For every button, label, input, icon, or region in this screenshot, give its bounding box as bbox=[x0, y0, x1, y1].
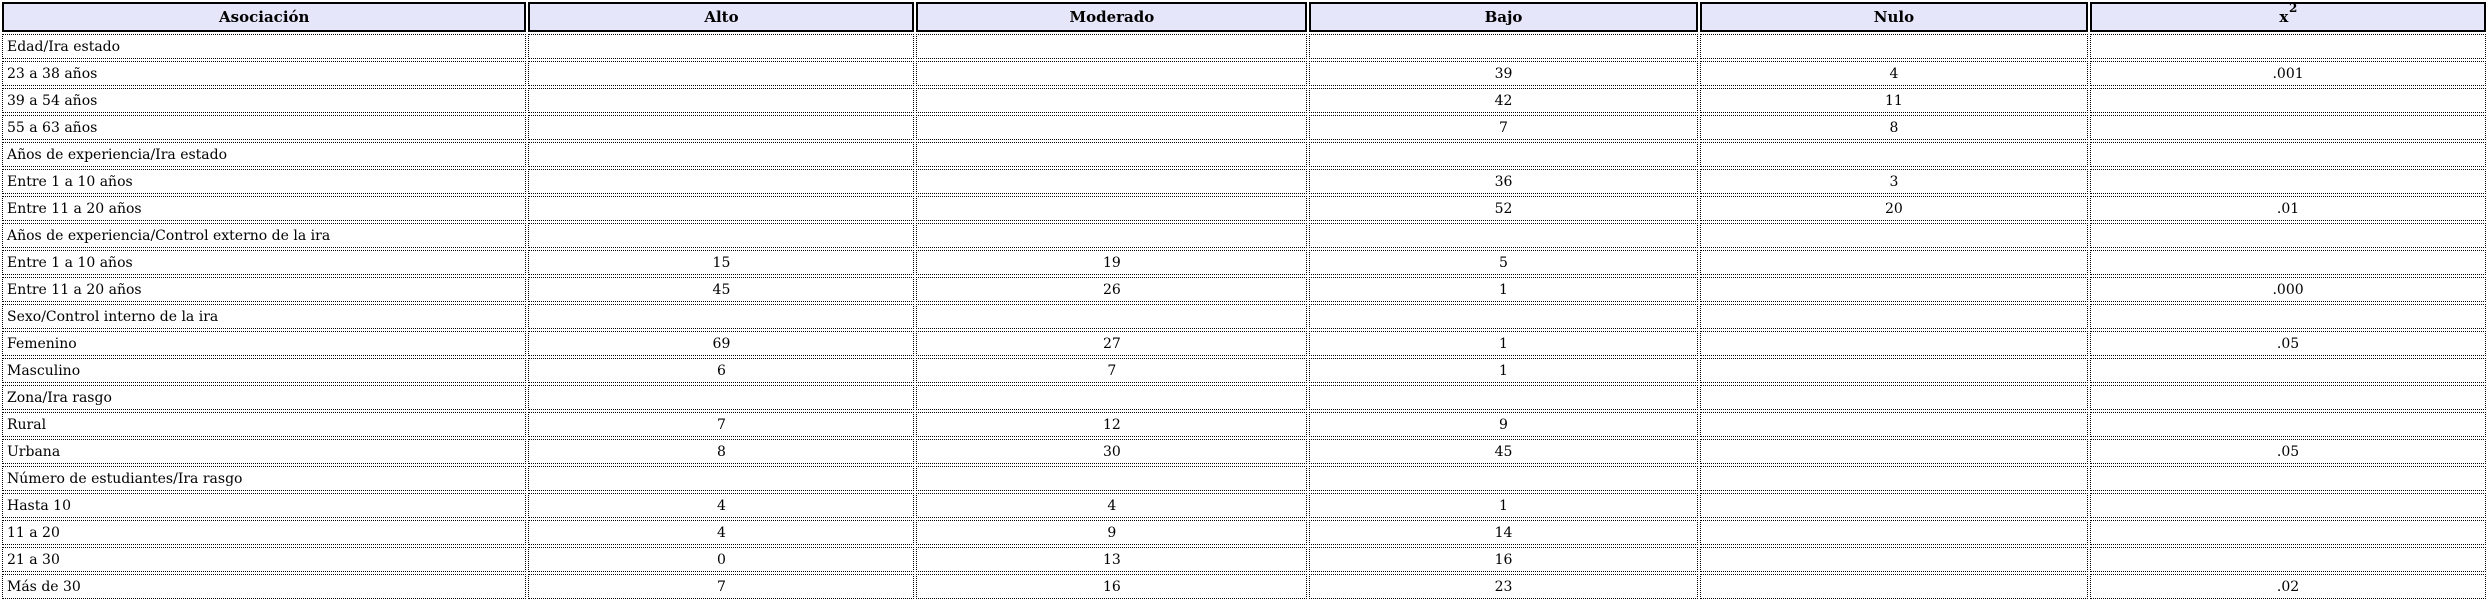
value-cell bbox=[2090, 142, 2486, 167]
value-cell bbox=[2090, 412, 2486, 437]
value-cell: 4 bbox=[528, 493, 914, 518]
table-body bbox=[2, 34, 2486, 599]
row-label-cell: Entre 11 a 20 años bbox=[2, 277, 526, 302]
value-cell: 11 bbox=[1700, 88, 2088, 113]
column-header-alto: Alto bbox=[528, 2, 914, 32]
chi-squared-exponent: 2 bbox=[2288, 0, 2298, 15]
table-row bbox=[2, 196, 2486, 221]
value-cell bbox=[1309, 223, 1697, 248]
row-label-cell: 21 a 30 bbox=[2, 547, 526, 572]
table-row bbox=[2, 34, 2486, 59]
row-label-cell: 39 a 54 años bbox=[2, 88, 526, 113]
value-cell: 7 bbox=[528, 412, 914, 437]
value-cell: 7 bbox=[916, 358, 1307, 383]
value-cell bbox=[2090, 547, 2486, 572]
column-header-nulo: Nulo bbox=[1700, 2, 2088, 32]
row-label-cell: 23 a 38 años bbox=[2, 61, 526, 86]
table-row bbox=[2, 88, 2486, 113]
value-cell: 45 bbox=[528, 277, 914, 302]
value-cell bbox=[1700, 304, 2088, 329]
value-cell: 1 bbox=[1309, 277, 1697, 302]
value-cell bbox=[528, 142, 914, 167]
header-row bbox=[2, 2, 2486, 32]
row-label-cell: Zona/Ira rasgo bbox=[2, 385, 526, 410]
row-label-cell: Número de estudiantes/Ira rasgo bbox=[2, 466, 526, 491]
row-label-cell: Hasta 10 bbox=[2, 493, 526, 518]
value-cell: 4 bbox=[1700, 61, 2088, 86]
value-cell bbox=[1700, 466, 2088, 491]
value-cell bbox=[1700, 34, 2088, 59]
value-cell bbox=[1700, 574, 2088, 599]
table-row bbox=[2, 223, 2486, 248]
value-cell bbox=[528, 88, 914, 113]
value-cell: .001 bbox=[2090, 61, 2486, 86]
value-cell: 26 bbox=[916, 277, 1307, 302]
value-cell: 1 bbox=[1309, 331, 1697, 356]
value-cell: 15 bbox=[528, 250, 914, 275]
value-cell: .000 bbox=[2090, 277, 2486, 302]
value-cell bbox=[2090, 385, 2486, 410]
value-cell bbox=[1700, 277, 2088, 302]
value-cell: .01 bbox=[2090, 196, 2486, 221]
value-cell bbox=[528, 115, 914, 140]
value-cell bbox=[2090, 250, 2486, 275]
value-cell: 45 bbox=[1309, 439, 1697, 464]
value-cell bbox=[528, 34, 914, 59]
value-cell: 0 bbox=[528, 547, 914, 572]
value-cell bbox=[2090, 520, 2486, 545]
value-cell: 27 bbox=[916, 331, 1307, 356]
table-row bbox=[2, 277, 2486, 302]
value-cell bbox=[916, 304, 1307, 329]
value-cell bbox=[2090, 358, 2486, 383]
value-cell bbox=[528, 196, 914, 221]
value-cell bbox=[1309, 34, 1697, 59]
value-cell bbox=[1700, 223, 2088, 248]
row-label-cell: Años de experiencia/Ira estado bbox=[2, 142, 526, 167]
value-cell bbox=[1700, 493, 2088, 518]
table-row bbox=[2, 250, 2486, 275]
value-cell: 7 bbox=[528, 574, 914, 599]
row-label-cell: Masculino bbox=[2, 358, 526, 383]
value-cell bbox=[2090, 466, 2486, 491]
row-label-cell: 55 a 63 años bbox=[2, 115, 526, 140]
value-cell bbox=[916, 196, 1307, 221]
row-label-cell: Más de 30 bbox=[2, 574, 526, 599]
row-label-cell: Entre 1 a 10 años bbox=[2, 169, 526, 194]
value-cell bbox=[1700, 412, 2088, 437]
table-row bbox=[2, 61, 2486, 86]
table-row bbox=[2, 412, 2486, 437]
row-label-cell: 11 a 20 bbox=[2, 520, 526, 545]
value-cell: 23 bbox=[1309, 574, 1697, 599]
value-cell bbox=[2090, 34, 2486, 59]
table-row bbox=[2, 331, 2486, 356]
value-cell bbox=[528, 304, 914, 329]
table-header bbox=[2, 2, 2486, 32]
value-cell: 3 bbox=[1700, 169, 2088, 194]
row-label-cell: Edad/Ira estado bbox=[2, 34, 526, 59]
value-cell bbox=[1309, 385, 1697, 410]
value-cell bbox=[1700, 250, 2088, 275]
value-cell: 16 bbox=[1309, 547, 1697, 572]
value-cell bbox=[1309, 466, 1697, 491]
value-cell bbox=[1309, 142, 1697, 167]
value-cell: 9 bbox=[916, 520, 1307, 545]
value-cell bbox=[528, 466, 914, 491]
value-cell: 5 bbox=[1309, 250, 1697, 275]
value-cell: 16 bbox=[916, 574, 1307, 599]
table-row bbox=[2, 439, 2486, 464]
table-row bbox=[2, 520, 2486, 545]
row-label-cell: Años de experiencia/Control externo de la ira bbox=[2, 223, 526, 248]
value-cell bbox=[2090, 88, 2486, 113]
value-cell: 7 bbox=[1309, 115, 1697, 140]
value-cell bbox=[916, 385, 1307, 410]
column-header-asociacion: Asociación bbox=[2, 2, 526, 32]
column-header-chi-squared bbox=[2090, 2, 2486, 32]
value-cell bbox=[1700, 547, 2088, 572]
table-row bbox=[2, 574, 2486, 599]
column-header-bajo: Bajo bbox=[1309, 2, 1697, 32]
value-cell bbox=[916, 61, 1307, 86]
value-cell: 8 bbox=[1700, 115, 2088, 140]
value-cell: 14 bbox=[1309, 520, 1697, 545]
value-cell: 30 bbox=[916, 439, 1307, 464]
value-cell: .05 bbox=[2090, 331, 2486, 356]
value-cell bbox=[916, 223, 1307, 248]
value-cell: .02 bbox=[2090, 574, 2486, 599]
value-cell: 6 bbox=[528, 358, 914, 383]
value-cell bbox=[2090, 115, 2486, 140]
row-label-cell: Entre 1 a 10 años bbox=[2, 250, 526, 275]
table-row bbox=[2, 493, 2486, 518]
table-row bbox=[2, 385, 2486, 410]
table-row bbox=[2, 142, 2486, 167]
row-label-cell: Femenino bbox=[2, 331, 526, 356]
row-label-cell: Entre 11 a 20 años bbox=[2, 196, 526, 221]
table-row bbox=[2, 547, 2486, 572]
value-cell bbox=[1700, 358, 2088, 383]
chi-squared-base: x bbox=[2279, 8, 2289, 26]
value-cell: 8 bbox=[528, 439, 914, 464]
value-cell: 19 bbox=[916, 250, 1307, 275]
value-cell bbox=[1309, 304, 1697, 329]
value-cell: 69 bbox=[528, 331, 914, 356]
value-cell: 4 bbox=[916, 493, 1307, 518]
value-cell: .05 bbox=[2090, 439, 2486, 464]
value-cell bbox=[528, 385, 914, 410]
row-label-cell: Sexo/Control interno de la ira bbox=[2, 304, 526, 329]
value-cell: 12 bbox=[916, 412, 1307, 437]
value-cell bbox=[528, 61, 914, 86]
value-cell bbox=[1700, 520, 2088, 545]
value-cell bbox=[916, 142, 1307, 167]
value-cell bbox=[916, 466, 1307, 491]
value-cell: 36 bbox=[1309, 169, 1697, 194]
value-cell: 13 bbox=[916, 547, 1307, 572]
value-cell: 52 bbox=[1309, 196, 1697, 221]
value-cell bbox=[2090, 223, 2486, 248]
value-cell bbox=[1700, 142, 2088, 167]
value-cell: 9 bbox=[1309, 412, 1697, 437]
value-cell bbox=[2090, 169, 2486, 194]
value-cell: 1 bbox=[1309, 493, 1697, 518]
table-row bbox=[2, 115, 2486, 140]
value-cell bbox=[2090, 304, 2486, 329]
value-cell: 42 bbox=[1309, 88, 1697, 113]
value-cell: 1 bbox=[1309, 358, 1697, 383]
value-cell: 39 bbox=[1309, 61, 1697, 86]
value-cell bbox=[528, 169, 914, 194]
value-cell: 20 bbox=[1700, 196, 2088, 221]
value-cell bbox=[916, 169, 1307, 194]
table-row bbox=[2, 304, 2486, 329]
row-label-cell: Urbana bbox=[2, 439, 526, 464]
table-row bbox=[2, 358, 2486, 383]
value-cell bbox=[528, 223, 914, 248]
value-cell: 4 bbox=[528, 520, 914, 545]
value-cell bbox=[1700, 331, 2088, 356]
value-cell bbox=[916, 88, 1307, 113]
value-cell bbox=[916, 115, 1307, 140]
column-header-moderado: Moderado bbox=[916, 2, 1307, 32]
table-row bbox=[2, 169, 2486, 194]
value-cell bbox=[2090, 493, 2486, 518]
value-cell bbox=[1700, 439, 2088, 464]
value-cell bbox=[1700, 385, 2088, 410]
table-row bbox=[2, 466, 2486, 491]
value-cell bbox=[916, 34, 1307, 59]
row-label-cell: Rural bbox=[2, 412, 526, 437]
